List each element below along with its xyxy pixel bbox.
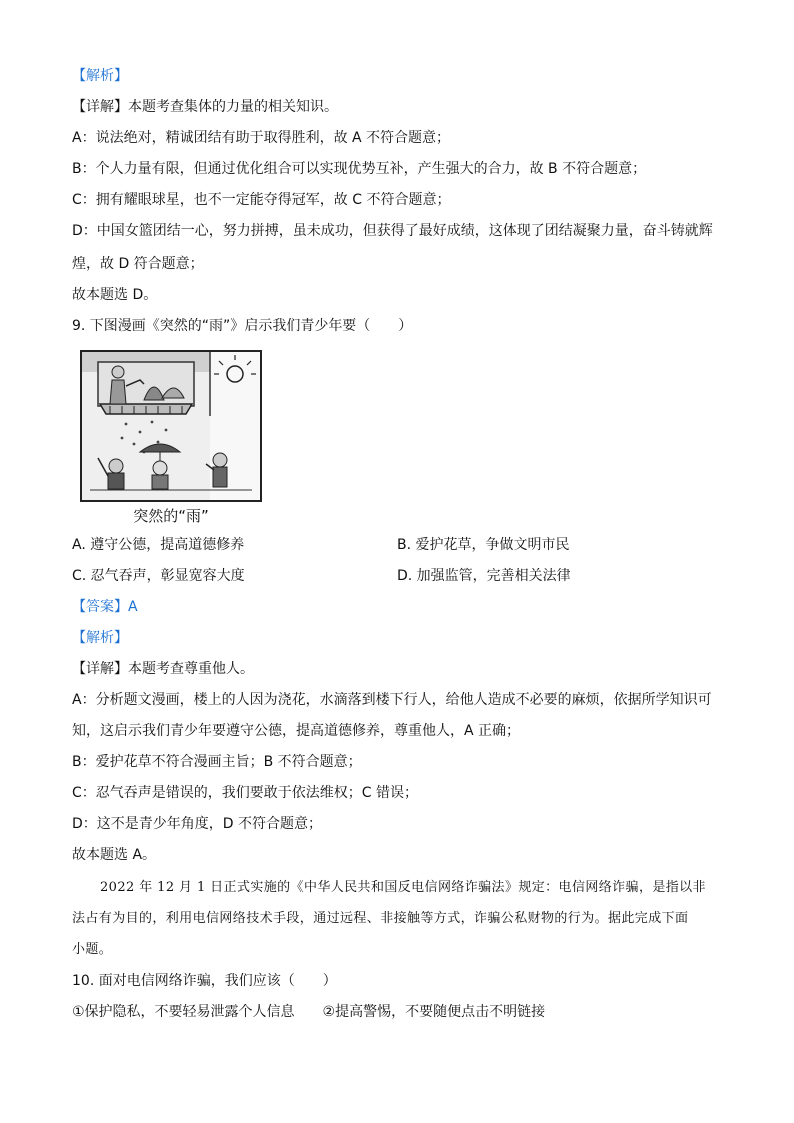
q9-option-b-analysis: B：爱护花草不符合漫画主旨；B 不符合题意； bbox=[72, 754, 362, 770]
material-line3: 小题。 bbox=[72, 942, 113, 957]
q10-question: 10. 面对电信网络诈骗，我们应该（ ） bbox=[72, 973, 337, 989]
figure-caption: 突然的“雨” bbox=[133, 507, 209, 525]
q9-option-c-analysis: C：忍气吞声是错误的，我们要敢于依法维权；C 错误； bbox=[72, 785, 418, 801]
q9-question: 9. 下图漫画《突然的“雨”》启示我们青少年要（ ） bbox=[72, 318, 413, 334]
q8-option-a-analysis: A：说法绝对，精诚团结有助于取得胜利，故 A 不符合题意； bbox=[72, 130, 451, 146]
cartoon-illustration bbox=[82, 352, 260, 500]
q8-option-b-analysis: B：个人力量有限，但通过优化组合可以实现优势互补，产生强大的合力，故 B 不符合题意； bbox=[72, 161, 647, 177]
q9-option-a: A. 遵守公德，提高道德修养 bbox=[72, 537, 245, 553]
q9-option-a-analysis-line2: 知，这启示我们青少年要遵守公德，提高道德修养，尊重他人，A 正确； bbox=[72, 723, 521, 739]
q9-option-b: B. 爱护花草，争做文明市民 bbox=[397, 537, 570, 553]
q9-option-c: C. 忍气吞声，彰显宽容大度 bbox=[72, 568, 245, 584]
q8-detail: 【详解】本题考查集体的力量的相关知识。 bbox=[72, 99, 338, 115]
q8-option-d-analysis-line1: D：中国女篮团结一心，努力拼搏，虽未成功，但获得了最好成绩，这体现了团结凝聚力量，奋斗铸就辉 bbox=[72, 223, 713, 239]
q8-option-d-analysis-line2: 煌，故 D 符合题意； bbox=[72, 256, 204, 272]
q9-conclusion: 故本题选 A。 bbox=[72, 847, 157, 863]
q9-detail: 【详解】本题考查尊重他人。 bbox=[72, 661, 254, 677]
material-line2: 法占有为目的，利用电信网络技术手段，通过远程、非接触等方式，诈骗公私财物的行为。据此完成下面 bbox=[72, 911, 689, 926]
cartoon-figure bbox=[80, 350, 262, 502]
q8-analysis-tag: 【解析】 bbox=[72, 68, 128, 84]
material-line1: 2022 年 12 月 1 日正式实施的《中华人民共和国反电信网络诈骗法》规定：电信网络诈骗，是指以非 bbox=[100, 880, 706, 895]
q10-items: ①保护隐私，不要轻易泄露个人信息 ②提高警惕，不要随便点击不明链接 bbox=[72, 1004, 546, 1020]
q8-conclusion: 故本题选 D。 bbox=[72, 287, 158, 303]
q9-answer: 【答案】A bbox=[72, 599, 138, 615]
q9-analysis-tag: 【解析】 bbox=[72, 630, 128, 646]
q8-option-c-analysis: C：拥有耀眼球星，也不一定能夺得冠军，故 C 不符合题意； bbox=[72, 192, 451, 208]
q9-option-d-analysis: D：这不是青少年角度，D 不符合题意； bbox=[72, 816, 323, 832]
q9-option-a-analysis-line1: A：分析题文漫画，楼上的人因为浇花，水滴落到楼下行人，给他人造成不必要的麻烦，依据所学知识可 bbox=[72, 692, 712, 708]
q9-option-d: D. 加强监管，完善相关法律 bbox=[397, 568, 571, 584]
